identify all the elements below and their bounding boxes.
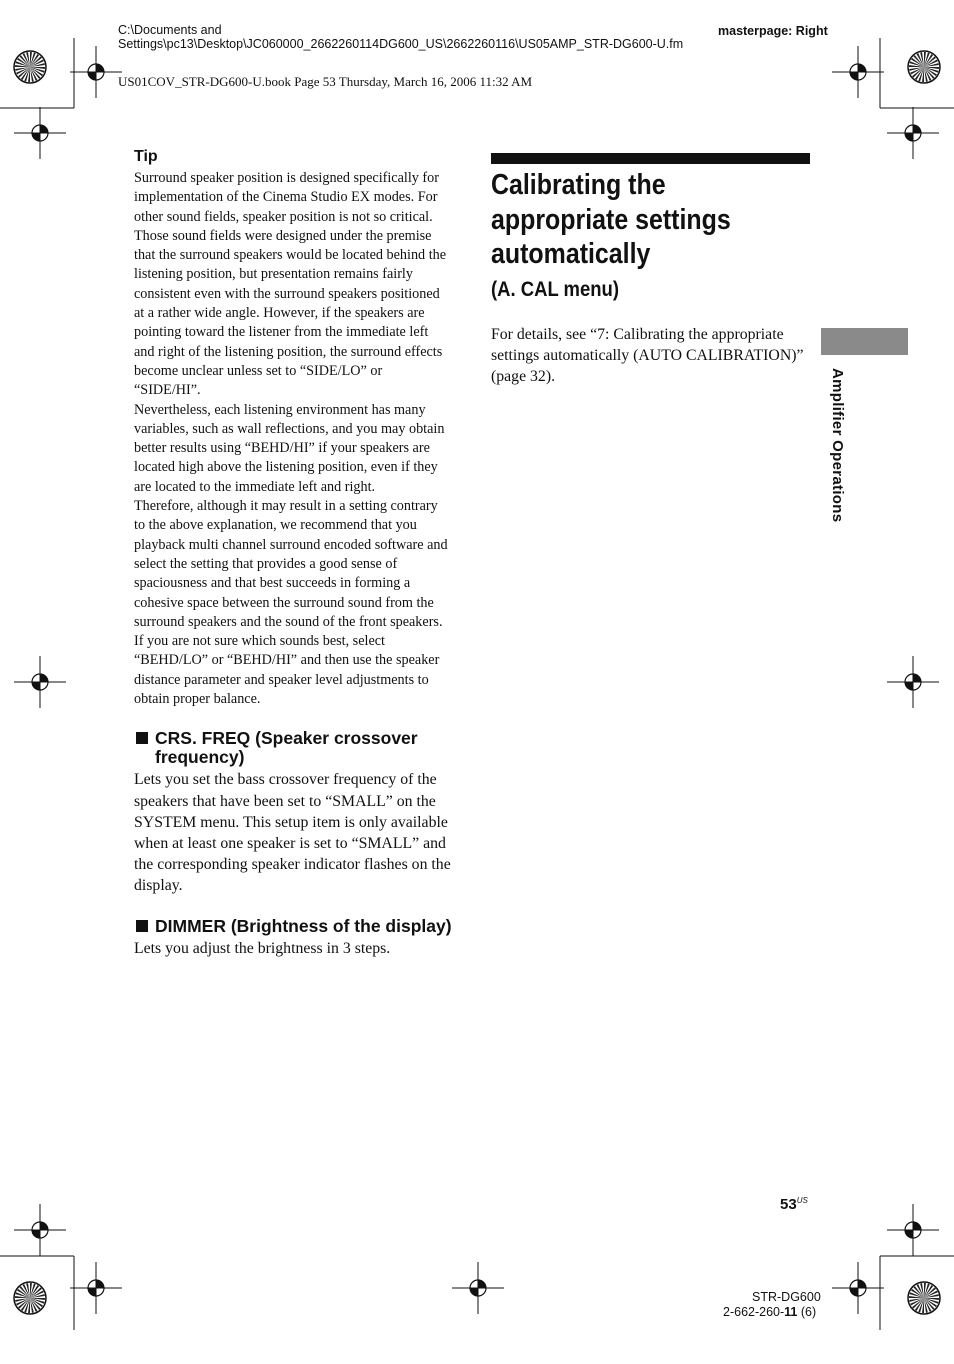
tip-paragraph: Those sound fields were designed under the premise that the surround speakers would be located behind the listening position, but presentation remains fairly consistent even with the surround speakers positioned at a rather wide angle. However, if the speakers are pointing toward the listener from the immediate left and right of the listening position, the surround effects become unclear unless set to “SIDE/LO” or “SIDE/HI”. xyxy=(134,227,447,399)
crosshair-icon xyxy=(14,107,66,159)
section-heading-dimmer xyxy=(134,917,452,936)
square-bullet-icon xyxy=(136,920,148,932)
crosshair-icon xyxy=(70,46,122,98)
tip-heading: Tip xyxy=(134,148,158,165)
masterpage-label: masterpage: Right xyxy=(718,24,828,38)
page-number-suffix: US xyxy=(796,1196,808,1205)
page-number xyxy=(780,1196,808,1213)
part-number-suffix: (6) xyxy=(797,1305,817,1319)
crosshair-icon xyxy=(887,107,939,159)
model-number: STR-DG600 xyxy=(752,1290,821,1304)
section-heading-text: CRS. FREQ (Speaker crossover frequency) xyxy=(155,728,418,768)
right-body-text: For details, see “7: Calibrating the appropriate settings automatically (AUTO CALIBRATION)” (page 32). xyxy=(491,326,804,386)
starburst-icon xyxy=(906,49,942,85)
square-bullet-icon xyxy=(136,732,148,744)
starburst-icon xyxy=(12,49,48,85)
part-number-prefix: 2-662-260- xyxy=(723,1305,785,1319)
crosshair-icon xyxy=(14,656,66,708)
crosshair-icon xyxy=(887,1204,939,1256)
crop-line xyxy=(0,1256,75,1258)
page-title: Calibrating the appropriate settings automatically xyxy=(491,169,731,270)
crosshair-icon xyxy=(832,1262,884,1314)
tip-paragraph: Therefore, although it may result in a setting contrary to the above explanation, we recommend that you playback multi channel surround encoded software and select the setting that provides a good sense of spaciousness and that best succeeds in forming a cohesive space between the surround sound from the surround speakers and the sound of the front speakers. If you are not sure which sounds best, select “BEHD/LO” or “BEHD/HI” and then use the speaker distance parameter and speaker level adjustments to obtain proper balance. xyxy=(134,498,448,708)
part-number-bold: 11 xyxy=(784,1305,798,1319)
crosshair-icon xyxy=(14,1204,66,1256)
crosshair-icon xyxy=(452,1262,504,1314)
tip-paragraph: Nevertheless, each listening environment has many variables, such as wall reflections, and you may obtain better results using “BEHD/HI” if your speakers are located high above the listening position, even if they are located to the immediate left and right. xyxy=(134,401,445,495)
crosshair-icon xyxy=(887,656,939,708)
crop-line xyxy=(880,1256,954,1258)
crosshair-icon xyxy=(70,1262,122,1314)
section-heading-crossover xyxy=(134,729,452,767)
starburst-icon xyxy=(906,1280,942,1316)
part-number xyxy=(723,1305,816,1319)
crosshair-icon xyxy=(832,46,884,98)
starburst-icon xyxy=(12,1280,48,1316)
section-body-crossover: Lets you set the bass crossover frequency of the speakers that have been set to “SMALL” on the SYSTEM menu. This setup item is only available when at least one speaker is set to “SMALL” and the corresponding speaker indicator flashes on the display. xyxy=(134,771,451,895)
tip-paragraph: Surround speaker position is designed specifically for implementation of the Cinema Studio EX modes. For other sound fields, speaker position is not so critical. xyxy=(134,170,439,225)
section-body-dimmer: Lets you adjust the brightness in 3 steps. xyxy=(134,939,391,957)
left-column xyxy=(134,148,452,959)
chapter-label: Amplifier Operations xyxy=(829,368,846,523)
book-info-line: US01COV_STR-DG600-U.book Page 53 Thursday, March 16, 2006 11:32 AM xyxy=(118,74,533,89)
file-path-header: C:\Documents and Settings\pc13\Desktop\JC060000_2662260114DG600_US\2662260116\US05AMP_STR-DG600-U.fm xyxy=(118,23,684,51)
page-number-value: 53 xyxy=(780,1196,797,1213)
section-heading-text: DIMMER (Brightness of the display) xyxy=(155,915,452,936)
title-rule xyxy=(491,153,810,164)
chapter-tab xyxy=(821,328,908,355)
page-subtitle: (A. CAL menu) xyxy=(491,278,619,301)
